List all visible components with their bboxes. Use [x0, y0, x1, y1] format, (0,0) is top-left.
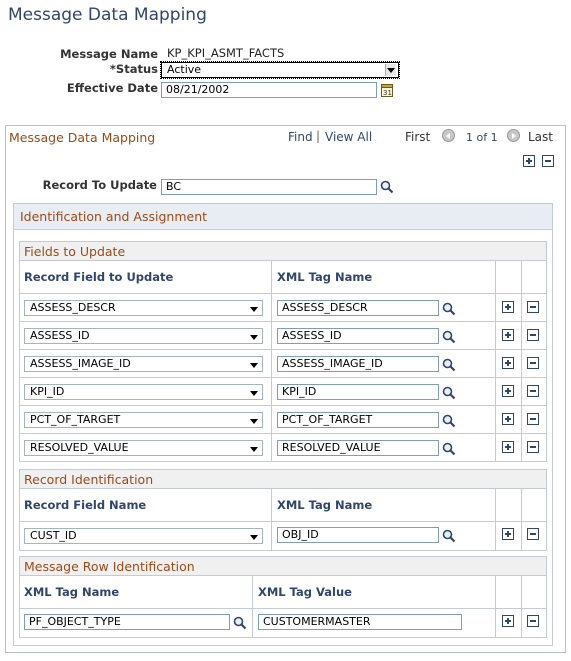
record-field-value: ASSESS_DESCR [30, 301, 116, 314]
xml-tag-value-header: XML Tag Value [258, 585, 352, 599]
search-icon[interactable] [442, 302, 456, 316]
record-to-update-label: Record To Update [42, 178, 157, 192]
search-icon[interactable] [233, 616, 247, 630]
search-icon[interactable] [442, 358, 456, 372]
message-row-identification-title: Message Row Identification [24, 559, 195, 574]
chevron-down-icon [250, 360, 259, 369]
xml-tag-input[interactable]: ASSESS_ID [277, 328, 439, 344]
xml-tag-value-input[interactable]: CUSTOMERMASTER [258, 614, 462, 630]
view-all-link[interactable]: View All [325, 130, 373, 144]
xml-tag-input[interactable]: ASSESS_IMAGE_ID [277, 356, 439, 372]
chevron-down-icon [250, 332, 259, 341]
record-field-select[interactable] [24, 356, 263, 372]
search-icon[interactable] [442, 529, 456, 543]
record-field-name-header: Record Field Name [24, 498, 147, 512]
add-row-button[interactable] [502, 301, 514, 313]
chevron-down-icon [250, 532, 259, 541]
mapping-title: Message Data Mapping [9, 130, 156, 145]
chevron-down-icon [385, 64, 396, 76]
delete-row-button[interactable] [527, 615, 539, 627]
add-row-button[interactable] [502, 441, 514, 453]
add-row-button[interactable] [502, 413, 514, 425]
search-icon[interactable] [442, 414, 456, 428]
record-field-name-value: CUST_ID [30, 529, 77, 542]
search-icon[interactable] [442, 330, 456, 344]
svg-text:31: 31 [383, 89, 392, 97]
previous-arrow-icon[interactable] [442, 129, 455, 142]
message-xml-tag-input[interactable]: PF_OBJECT_TYPE [24, 614, 230, 630]
message-name-label: Message Name [60, 47, 158, 61]
xml-tag-name-header: XML Tag Name [277, 270, 373, 284]
chevron-down-icon [250, 444, 259, 453]
add-row-button[interactable] [502, 615, 514, 627]
xml-tag-input[interactable]: ASSESS_DESCR [277, 300, 439, 316]
record-field-value: RESOLVED_VALUE [30, 441, 129, 454]
record-field-select[interactable] [24, 300, 263, 316]
record-xml-tag-input[interactable]: OBJ_ID [277, 527, 439, 543]
identification-title: Identification and Assignment [20, 209, 208, 224]
record-field-select[interactable] [24, 384, 263, 400]
record-field-select[interactable] [24, 328, 263, 344]
record-field-name-select[interactable] [24, 528, 263, 544]
delete-row-button[interactable] [527, 413, 539, 425]
record-field-value: ASSESS_ID [30, 329, 90, 342]
record-xml-tag-name-header: XML Tag Name [277, 498, 373, 512]
delete-row-button[interactable] [527, 528, 539, 540]
status-label: *Status [109, 62, 158, 76]
next-arrow-icon[interactable] [507, 129, 520, 142]
xml-tag-input[interactable]: RESOLVED_VALUE [277, 440, 439, 456]
delete-row-button[interactable] [527, 329, 539, 341]
page-info: 1 of 1 [466, 131, 498, 144]
search-icon[interactable] [442, 442, 456, 456]
delete-row-button[interactable] [542, 155, 554, 167]
search-icon[interactable] [380, 180, 394, 194]
add-row-button[interactable] [523, 155, 535, 167]
chevron-down-icon [250, 416, 259, 425]
delete-row-button[interactable] [527, 357, 539, 369]
effective-date-label: Effective Date [66, 81, 158, 95]
find-link[interactable]: Find [288, 130, 313, 144]
status-select[interactable] [161, 62, 399, 78]
record-field-to-update-header: Record Field to Update [24, 270, 174, 284]
record-to-update-input[interactable]: BC [161, 179, 377, 195]
add-row-button[interactable] [502, 528, 514, 540]
record-field-value: ASSESS_IMAGE_ID [30, 357, 131, 370]
message-xml-tag-name-header: XML Tag Name [24, 585, 120, 599]
add-row-button[interactable] [502, 329, 514, 341]
delete-row-button[interactable] [527, 301, 539, 313]
add-row-button[interactable] [502, 357, 514, 369]
record-identification-title: Record Identification [24, 472, 154, 487]
chevron-down-icon [250, 304, 259, 313]
record-field-select[interactable] [24, 412, 263, 428]
xml-tag-input[interactable]: PCT_OF_TARGET [277, 412, 439, 428]
page-title: Message Data Mapping [8, 5, 207, 25]
add-row-button[interactable] [502, 385, 514, 397]
first-label: First [405, 130, 431, 144]
status-value: Active [167, 63, 202, 76]
search-icon[interactable] [442, 386, 456, 400]
record-field-select[interactable] [24, 440, 263, 456]
record-field-value: KPI_ID [30, 385, 65, 398]
fields-to-update-title: Fields to Update [24, 244, 126, 259]
message-name-value: KP_KPI_ASMT_FACTS [167, 46, 285, 60]
calendar-icon[interactable] [381, 83, 393, 97]
record-field-value: PCT_OF_TARGET [30, 413, 121, 426]
delete-row-button[interactable] [527, 441, 539, 453]
last-label: Last [528, 130, 553, 144]
xml-tag-input[interactable]: KPI_ID [277, 384, 439, 400]
delete-row-button[interactable] [527, 385, 539, 397]
chevron-down-icon [250, 388, 259, 397]
effective-date-input[interactable]: 08/21/2002 [161, 82, 377, 98]
